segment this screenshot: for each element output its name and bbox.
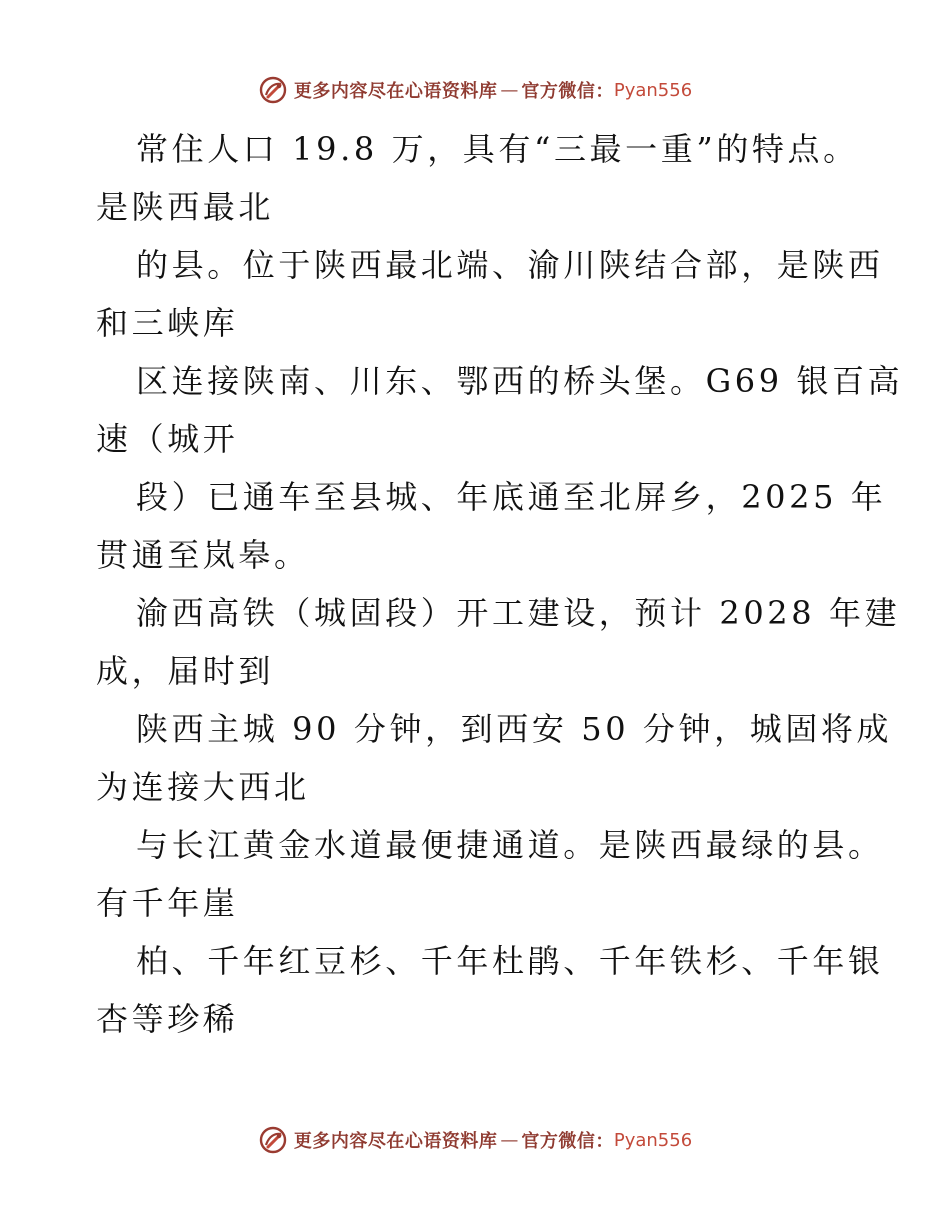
paragraph-line: 渝西高铁（城固段）开工建设，预计 2028 年建 <box>136 594 901 632</box>
paragraph-line: 是陕西最北 <box>96 188 275 226</box>
paragraph-line: 杏等珍稀 <box>96 1000 239 1038</box>
footer-site-text: 更多内容尽在心语资料库 <box>293 1131 498 1152</box>
paragraph-line: 为连接大西北 <box>96 768 310 806</box>
paragraph-line: 柏、千年红豆杉、千年杜鹃、千年铁杉、千年银 <box>136 942 884 980</box>
paragraph-line: 陕西主城 90 分钟，到西安 50 分钟，城固将成 <box>136 710 893 748</box>
header-contact-id: Pyan556 <box>613 79 693 101</box>
paragraph-line: 区连接陕南、川东、鄂西的桥头堡。G69 银百高 <box>136 362 904 400</box>
paragraph-line: 段）已通车至县城、年底通至北屏乡，2025 年 <box>136 478 887 516</box>
paragraph-line: 成，届时到 <box>96 652 275 690</box>
brand-logo-icon <box>258 1125 288 1155</box>
footer-contact-id: Pyan556 <box>613 1129 693 1151</box>
page-footer <box>0 1120 950 1160</box>
paragraph-line: 有千年崖 <box>96 884 239 922</box>
paragraph-line: 和三峡库 <box>96 304 239 342</box>
footer-contact-label: 官方微信： <box>521 1131 614 1152</box>
brand-logo-icon <box>258 75 288 105</box>
header-dash: — <box>500 79 519 101</box>
paragraph-line: 贯通至岚皋。 <box>96 536 310 574</box>
paragraph-line: 速（城开 <box>96 420 239 458</box>
paragraph-line: 常住人口 19.8 万，具有“三最一重”的特点。 <box>136 130 859 168</box>
paragraph-line: 的县。位于陕西最北端、渝川陕结合部，是陕西 <box>136 246 884 284</box>
page-header <box>0 70 950 110</box>
header-site-text: 更多内容尽在心语资料库 <box>293 81 498 102</box>
footer-dash: — <box>500 1129 519 1151</box>
header-contact-label: 官方微信： <box>521 81 614 102</box>
document-body <box>96 120 904 1048</box>
paragraph-line: 与长江黄金水道最便捷通道。是陕西最绿的县。 <box>136 826 884 864</box>
